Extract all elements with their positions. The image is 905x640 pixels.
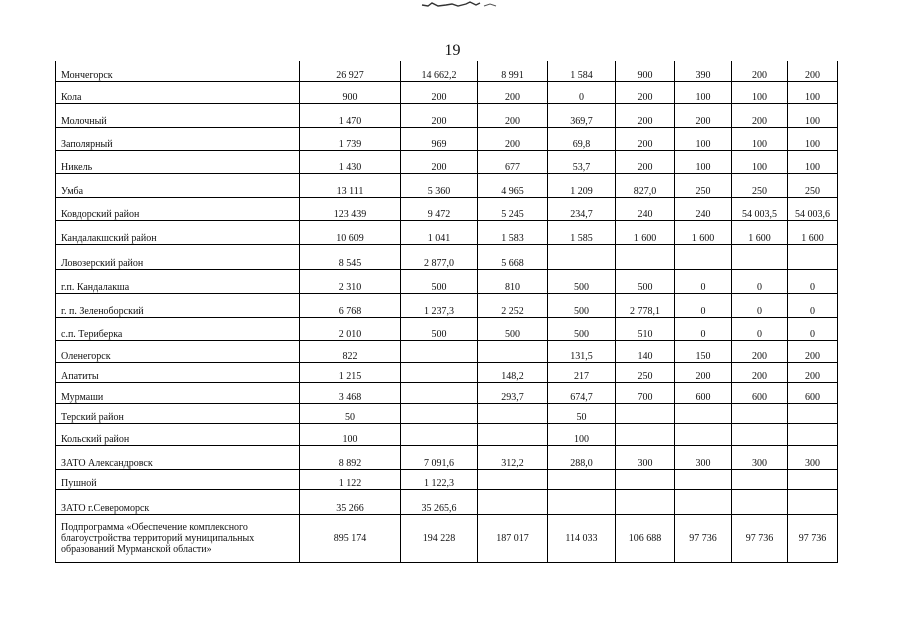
value-cell bbox=[478, 423, 548, 445]
value-cell: 1 600 bbox=[732, 220, 788, 244]
value-cell: 100 bbox=[548, 423, 616, 445]
value-cell bbox=[548, 489, 616, 514]
value-cell: 895 174 bbox=[300, 514, 401, 562]
value-cell bbox=[732, 489, 788, 514]
value-cell: 200 bbox=[616, 127, 675, 150]
value-cell: 200 bbox=[788, 61, 838, 81]
value-cell: 240 bbox=[675, 197, 732, 220]
value-cell bbox=[675, 403, 732, 423]
value-cell: 200 bbox=[732, 61, 788, 81]
value-cell bbox=[788, 469, 838, 489]
value-cell: 0 bbox=[732, 293, 788, 317]
value-cell: 5 360 bbox=[401, 173, 478, 197]
row-label: г.п. Кандалакша bbox=[56, 269, 300, 293]
table-row bbox=[56, 445, 838, 469]
value-cell: 2 252 bbox=[478, 293, 548, 317]
value-cell: 500 bbox=[478, 317, 548, 340]
value-cell bbox=[788, 244, 838, 269]
value-cell bbox=[401, 403, 478, 423]
value-cell: 288,0 bbox=[548, 445, 616, 469]
value-cell: 200 bbox=[616, 150, 675, 173]
value-cell: 2 877,0 bbox=[401, 244, 478, 269]
value-cell: 0 bbox=[788, 269, 838, 293]
value-cell bbox=[732, 244, 788, 269]
value-cell: 100 bbox=[732, 150, 788, 173]
table-row bbox=[56, 293, 838, 317]
value-cell: 114 033 bbox=[548, 514, 616, 562]
value-cell: 97 736 bbox=[675, 514, 732, 562]
value-cell bbox=[732, 469, 788, 489]
value-cell: 1 585 bbox=[548, 220, 616, 244]
value-cell: 1 237,3 bbox=[401, 293, 478, 317]
value-cell: 234,7 bbox=[548, 197, 616, 220]
value-cell: 150 bbox=[675, 340, 732, 362]
table-row bbox=[56, 317, 838, 340]
value-cell bbox=[616, 403, 675, 423]
value-cell: 293,7 bbox=[478, 382, 548, 403]
value-cell: 500 bbox=[401, 269, 478, 293]
value-cell: 2 310 bbox=[300, 269, 401, 293]
value-cell bbox=[401, 423, 478, 445]
table-row bbox=[56, 197, 838, 220]
value-cell: 2 010 bbox=[300, 317, 401, 340]
value-cell bbox=[616, 469, 675, 489]
value-cell: 8 545 bbox=[300, 244, 401, 269]
value-cell: 100 bbox=[788, 103, 838, 127]
value-cell: 1 209 bbox=[548, 173, 616, 197]
value-cell: 677 bbox=[478, 150, 548, 173]
value-cell: 510 bbox=[616, 317, 675, 340]
row-label: Никель bbox=[56, 150, 300, 173]
row-label: Ловозерский район bbox=[56, 244, 300, 269]
value-cell: 1 583 bbox=[478, 220, 548, 244]
value-cell: 200 bbox=[401, 103, 478, 127]
table-row bbox=[56, 103, 838, 127]
value-cell: 35 266 bbox=[300, 489, 401, 514]
value-cell bbox=[675, 423, 732, 445]
value-cell: 148,2 bbox=[478, 362, 548, 382]
value-cell: 250 bbox=[732, 173, 788, 197]
value-cell bbox=[675, 489, 732, 514]
value-cell bbox=[478, 340, 548, 362]
value-cell bbox=[675, 244, 732, 269]
value-cell: 1 470 bbox=[300, 103, 401, 127]
value-cell bbox=[788, 489, 838, 514]
value-cell: 600 bbox=[788, 382, 838, 403]
row-label: г. п. Зеленоборский bbox=[56, 293, 300, 317]
value-cell bbox=[732, 403, 788, 423]
value-cell: 822 bbox=[300, 340, 401, 362]
value-cell: 200 bbox=[478, 81, 548, 103]
summary-label: Подпрограмма «Обеспечение комплексного благоустройства территорий муниципальных образований Мурманской области» bbox=[56, 514, 300, 562]
value-cell: 53,7 bbox=[548, 150, 616, 173]
table-row bbox=[56, 173, 838, 197]
value-cell: 217 bbox=[548, 362, 616, 382]
table-row bbox=[56, 423, 838, 445]
value-cell: 200 bbox=[732, 362, 788, 382]
table-row bbox=[56, 81, 838, 103]
row-label: ЗАТО г.Североморск bbox=[56, 489, 300, 514]
value-cell: 50 bbox=[300, 403, 401, 423]
value-cell: 369,7 bbox=[548, 103, 616, 127]
value-cell: 0 bbox=[788, 293, 838, 317]
table-row bbox=[56, 362, 838, 382]
value-cell: 500 bbox=[548, 317, 616, 340]
row-label: Молочный bbox=[56, 103, 300, 127]
table-row bbox=[56, 489, 838, 514]
value-cell: 674,7 bbox=[548, 382, 616, 403]
value-cell: 390 bbox=[675, 61, 732, 81]
value-cell: 1 600 bbox=[675, 220, 732, 244]
value-cell: 1 430 bbox=[300, 150, 401, 173]
value-cell: 250 bbox=[675, 173, 732, 197]
value-cell bbox=[616, 423, 675, 445]
value-cell: 50 bbox=[548, 403, 616, 423]
value-cell: 10 609 bbox=[300, 220, 401, 244]
value-cell: 8 991 bbox=[478, 61, 548, 81]
value-cell: 69,8 bbox=[548, 127, 616, 150]
value-cell: 500 bbox=[401, 317, 478, 340]
value-cell: 200 bbox=[478, 127, 548, 150]
value-cell: 600 bbox=[675, 382, 732, 403]
value-cell: 54 003,5 bbox=[732, 197, 788, 220]
value-cell: 0 bbox=[788, 317, 838, 340]
value-cell: 969 bbox=[401, 127, 478, 150]
row-label: Мурмаши bbox=[56, 382, 300, 403]
value-cell: 0 bbox=[548, 81, 616, 103]
value-cell: 200 bbox=[675, 103, 732, 127]
table-row bbox=[56, 469, 838, 489]
value-cell: 827,0 bbox=[616, 173, 675, 197]
value-cell bbox=[616, 244, 675, 269]
value-cell: 100 bbox=[732, 81, 788, 103]
value-cell: 250 bbox=[788, 173, 838, 197]
value-cell: 9 472 bbox=[401, 197, 478, 220]
value-cell: 1 600 bbox=[788, 220, 838, 244]
value-cell: 300 bbox=[732, 445, 788, 469]
table-row bbox=[56, 150, 838, 173]
table-row bbox=[56, 61, 838, 81]
row-label: Оленегорск bbox=[56, 340, 300, 362]
value-cell: 100 bbox=[675, 150, 732, 173]
value-cell: 200 bbox=[478, 103, 548, 127]
value-cell bbox=[732, 423, 788, 445]
value-cell: 200 bbox=[788, 362, 838, 382]
value-cell: 14 662,2 bbox=[401, 61, 478, 81]
value-cell: 0 bbox=[675, 293, 732, 317]
row-label: Терский район bbox=[56, 403, 300, 423]
value-cell: 250 bbox=[616, 362, 675, 382]
value-cell: 200 bbox=[401, 150, 478, 173]
summary-row bbox=[56, 514, 838, 562]
value-cell: 1 739 bbox=[300, 127, 401, 150]
value-cell: 600 bbox=[732, 382, 788, 403]
value-cell: 500 bbox=[548, 269, 616, 293]
value-cell: 1 122,3 bbox=[401, 469, 478, 489]
value-cell: 200 bbox=[616, 81, 675, 103]
value-cell: 100 bbox=[675, 81, 732, 103]
value-cell: 0 bbox=[732, 269, 788, 293]
value-cell: 500 bbox=[616, 269, 675, 293]
value-cell: 97 736 bbox=[788, 514, 838, 562]
value-cell: 5 245 bbox=[478, 197, 548, 220]
value-cell bbox=[478, 469, 548, 489]
value-cell: 0 bbox=[675, 317, 732, 340]
value-cell: 26 927 bbox=[300, 61, 401, 81]
value-cell: 140 bbox=[616, 340, 675, 362]
value-cell: 100 bbox=[788, 127, 838, 150]
row-label: Умба bbox=[56, 173, 300, 197]
value-cell: 1 041 bbox=[401, 220, 478, 244]
value-cell: 6 768 bbox=[300, 293, 401, 317]
row-label: Мончегорск bbox=[56, 61, 300, 81]
value-cell: 0 bbox=[675, 269, 732, 293]
value-cell bbox=[548, 469, 616, 489]
value-cell bbox=[401, 362, 478, 382]
funding-table bbox=[55, 61, 838, 563]
value-cell: 194 228 bbox=[401, 514, 478, 562]
value-cell: 300 bbox=[675, 445, 732, 469]
table-row bbox=[56, 403, 838, 423]
value-cell: 200 bbox=[732, 103, 788, 127]
value-cell: 1 600 bbox=[616, 220, 675, 244]
row-label: с.п. Териберка bbox=[56, 317, 300, 340]
table-row bbox=[56, 220, 838, 244]
table-row bbox=[56, 382, 838, 403]
value-cell: 500 bbox=[548, 293, 616, 317]
value-cell: 312,2 bbox=[478, 445, 548, 469]
value-cell: 100 bbox=[732, 127, 788, 150]
value-cell: 100 bbox=[675, 127, 732, 150]
value-cell: 7 091,6 bbox=[401, 445, 478, 469]
value-cell: 2 778,1 bbox=[616, 293, 675, 317]
value-cell: 106 688 bbox=[616, 514, 675, 562]
value-cell: 54 003,6 bbox=[788, 197, 838, 220]
value-cell: 100 bbox=[788, 81, 838, 103]
value-cell: 200 bbox=[616, 103, 675, 127]
value-cell: 1 584 bbox=[548, 61, 616, 81]
value-cell: 100 bbox=[300, 423, 401, 445]
value-cell: 810 bbox=[478, 269, 548, 293]
table-row bbox=[56, 244, 838, 269]
value-cell: 1 122 bbox=[300, 469, 401, 489]
value-cell: 700 bbox=[616, 382, 675, 403]
row-label: Ковдорский район bbox=[56, 197, 300, 220]
value-cell: 13 111 bbox=[300, 173, 401, 197]
value-cell: 900 bbox=[616, 61, 675, 81]
value-cell: 100 bbox=[788, 150, 838, 173]
value-cell: 3 468 bbox=[300, 382, 401, 403]
row-label: Кандалакшский район bbox=[56, 220, 300, 244]
row-label: Заполярный bbox=[56, 127, 300, 150]
row-label: ЗАТО Александровск bbox=[56, 445, 300, 469]
scan-artifact-mark bbox=[418, 0, 508, 8]
value-cell: 5 668 bbox=[478, 244, 548, 269]
value-cell bbox=[616, 489, 675, 514]
value-cell: 200 bbox=[732, 340, 788, 362]
value-cell: 300 bbox=[788, 445, 838, 469]
value-cell: 200 bbox=[788, 340, 838, 362]
value-cell bbox=[478, 403, 548, 423]
row-label: Кольский район bbox=[56, 423, 300, 445]
value-cell: 187 017 bbox=[478, 514, 548, 562]
row-label: Пушной bbox=[56, 469, 300, 489]
value-cell: 0 bbox=[732, 317, 788, 340]
value-cell: 1 215 bbox=[300, 362, 401, 382]
value-cell: 123 439 bbox=[300, 197, 401, 220]
value-cell: 131,5 bbox=[548, 340, 616, 362]
value-cell: 4 965 bbox=[478, 173, 548, 197]
row-label: Апатиты bbox=[56, 362, 300, 382]
value-cell: 200 bbox=[675, 362, 732, 382]
value-cell bbox=[478, 489, 548, 514]
value-cell: 300 bbox=[616, 445, 675, 469]
page-number: 19 bbox=[444, 42, 461, 59]
value-cell bbox=[788, 423, 838, 445]
value-cell bbox=[675, 469, 732, 489]
value-cell: 200 bbox=[401, 81, 478, 103]
table-row bbox=[56, 127, 838, 150]
value-cell bbox=[401, 340, 478, 362]
value-cell: 35 265,6 bbox=[401, 489, 478, 514]
value-cell: 900 bbox=[300, 81, 401, 103]
value-cell: 97 736 bbox=[732, 514, 788, 562]
value-cell bbox=[788, 403, 838, 423]
table-row bbox=[56, 269, 838, 293]
value-cell: 8 892 bbox=[300, 445, 401, 469]
value-cell bbox=[548, 244, 616, 269]
value-cell bbox=[401, 382, 478, 403]
row-label: Кола bbox=[56, 81, 300, 103]
table-row bbox=[56, 340, 838, 362]
value-cell: 240 bbox=[616, 197, 675, 220]
